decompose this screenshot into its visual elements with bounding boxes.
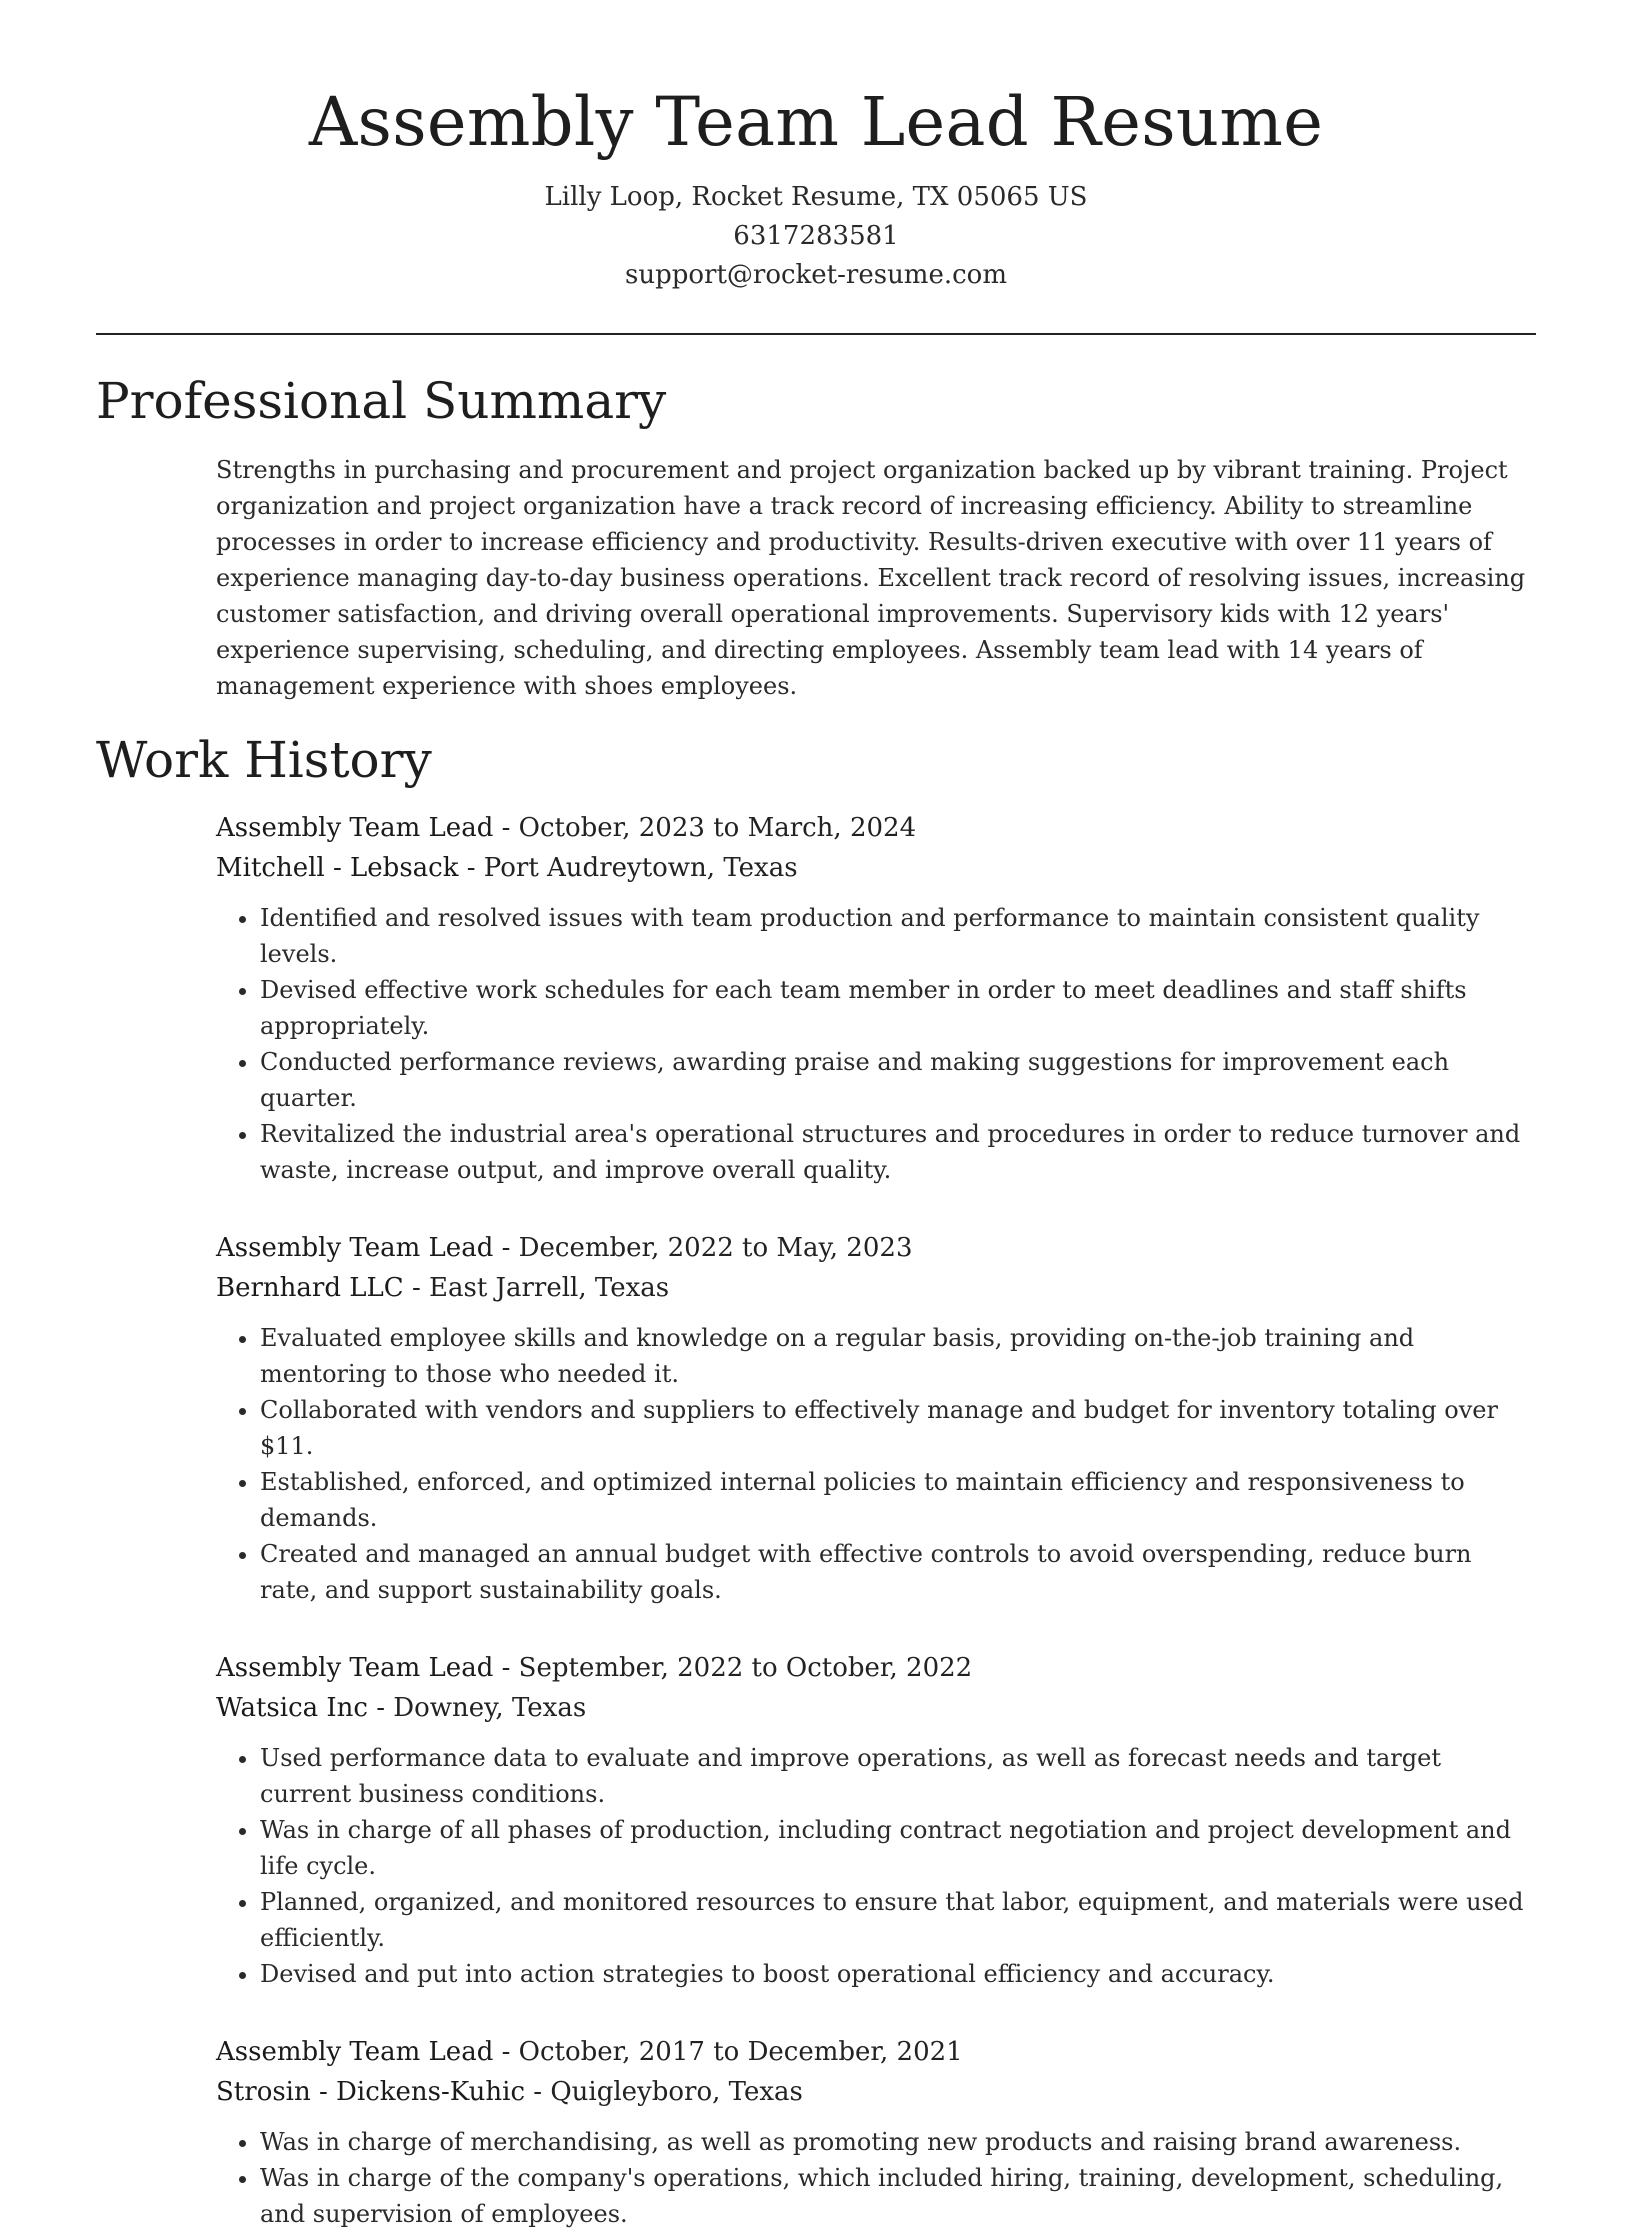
- job-bullets: [216, 1740, 1536, 1992]
- job-entry: [216, 2032, 1536, 2232]
- job-company-line: [216, 1688, 1536, 1728]
- job-location: - Quigleyboro, Texas: [525, 2076, 803, 2107]
- job-bullet: • Devised effective work schedules for each team member in order to meet deadlines and staff shifts appropriately.: [260, 972, 1536, 1044]
- resume-title: Assembly Team Lead Resume: [308, 83, 1324, 161]
- job-role: Assembly Team Lead: [216, 2036, 494, 2067]
- work-history-heading: Work History: [96, 731, 432, 790]
- job-bullets: [216, 1320, 1536, 1608]
- job-bullet: • Identified and resolved issues with team production and performance to maintain consistent quality levels.: [260, 900, 1536, 972]
- job-company: Watsica Inc: [216, 1692, 368, 1723]
- job-bullet: • Conducted performance reviews, awarding praise and making suggestions for improvement each quarter.: [260, 1044, 1536, 1116]
- job-title-line: [216, 808, 1536, 848]
- job-location: - Downey, Texas: [367, 1692, 587, 1723]
- summary-heading: Professional Summary: [96, 371, 667, 430]
- job-bullet: • Used performance data to evaluate and improve operations, as well as forecast needs and target current business conditions.: [260, 1740, 1536, 1812]
- job-location: - East Jarrell, Texas: [403, 1272, 670, 1303]
- job-entry: [216, 1648, 1536, 1992]
- job-title-line: [216, 2032, 1536, 2072]
- job-role: Assembly Team Lead: [216, 1232, 494, 1263]
- job-bullet: • Devised and put into action strategies to boost operational efficiency and accuracy.: [260, 1956, 1536, 1992]
- job-role: Assembly Team Lead: [216, 1652, 494, 1683]
- summary-text: Strengths in purchasing and procurement and project organization backed up by vibrant training. Project organization and project organization have a track record of increasing efficiency. Ability to streamline processes in order to increase efficiency and productivity. Results-driven executive with over 11 years of experience managing day-to-day business operations. Excellent track record of resolving issues, increasing customer satisfaction, and driving overall operational improvements. Supervisory kids with 12 years' experience supervising, scheduling, and directing employees. Assembly team lead with 14 years of management experience with shoes employees.: [216, 456, 1526, 701]
- job-bullets: [216, 2124, 1536, 2232]
- job-bullet: • Created and managed an annual budget with effective controls to avoid overspending, reduce burn rate, and support sustainability goals.: [260, 1536, 1536, 1608]
- job-bullet: • Was in charge of the company's operations, which included hiring, training, development, scheduling, and supervision of employees.: [260, 2160, 1536, 2232]
- contact-address: Lilly Loop, Rocket Resume, TX 05065 US: [544, 181, 1088, 212]
- job-company: Mitchell - Lebsack: [216, 852, 459, 883]
- job-role: Assembly Team Lead: [216, 812, 494, 843]
- job-bullet: • Was in charge of merchandising, as well as promoting new products and raising brand awareness.: [260, 2124, 1536, 2160]
- job-bullet: • Established, enforced, and optimized internal policies to maintain efficiency and responsiveness to demands.: [260, 1464, 1536, 1536]
- job-company: Strosin - Dickens-Kuhic: [216, 2076, 526, 2107]
- job-company-line: [216, 1268, 1536, 1308]
- job-bullet: • Planned, organized, and monitored resources to ensure that labor, equipment, and materials were used efficiently.: [260, 1884, 1536, 1956]
- job-entry: [216, 808, 1536, 1188]
- job-bullet: • Collaborated with vendors and suppliers to effectively manage and budget for inventory totaling over $11.: [260, 1392, 1536, 1464]
- contact-block: [96, 178, 1536, 295]
- job-location: - Port Audreytown, Texas: [458, 852, 798, 883]
- job-company-line: [216, 2072, 1536, 2112]
- job-bullet: • Evaluated employee skills and knowledge on a regular basis, providing on-the-job training and mentoring to those who needed it.: [260, 1320, 1536, 1392]
- job-company-line: [216, 848, 1536, 888]
- job-dates: - October, 2023 to March, 2024: [493, 812, 917, 843]
- resume-page: [96, 0, 1536, 2228]
- job-title-line: [216, 1228, 1536, 1268]
- resume-header: [96, 0, 1536, 295]
- job-entry: [216, 1228, 1536, 1608]
- job-title-line: [216, 1648, 1536, 1688]
- contact-email: support@rocket-resume.com: [624, 259, 1007, 290]
- job-dates: - December, 2022 to May, 2023: [493, 1232, 913, 1263]
- job-dates: - September, 2022 to October, 2022: [493, 1652, 973, 1683]
- job-bullets: [216, 900, 1536, 1188]
- job-company: Bernhard LLC: [216, 1272, 404, 1303]
- job-bullet: • Was in charge of all phases of production, including contract negotiation and project development and life cycle.: [260, 1812, 1536, 1884]
- job-dates: - October, 2017 to December, 2021: [493, 2036, 963, 2067]
- job-bullet: • Revitalized the industrial area's operational structures and procedures in order to reduce turnover and waste, increase output, and improve overall quality.: [260, 1116, 1536, 1188]
- contact-phone: 6317283581: [733, 220, 899, 251]
- header-divider: [96, 333, 1536, 335]
